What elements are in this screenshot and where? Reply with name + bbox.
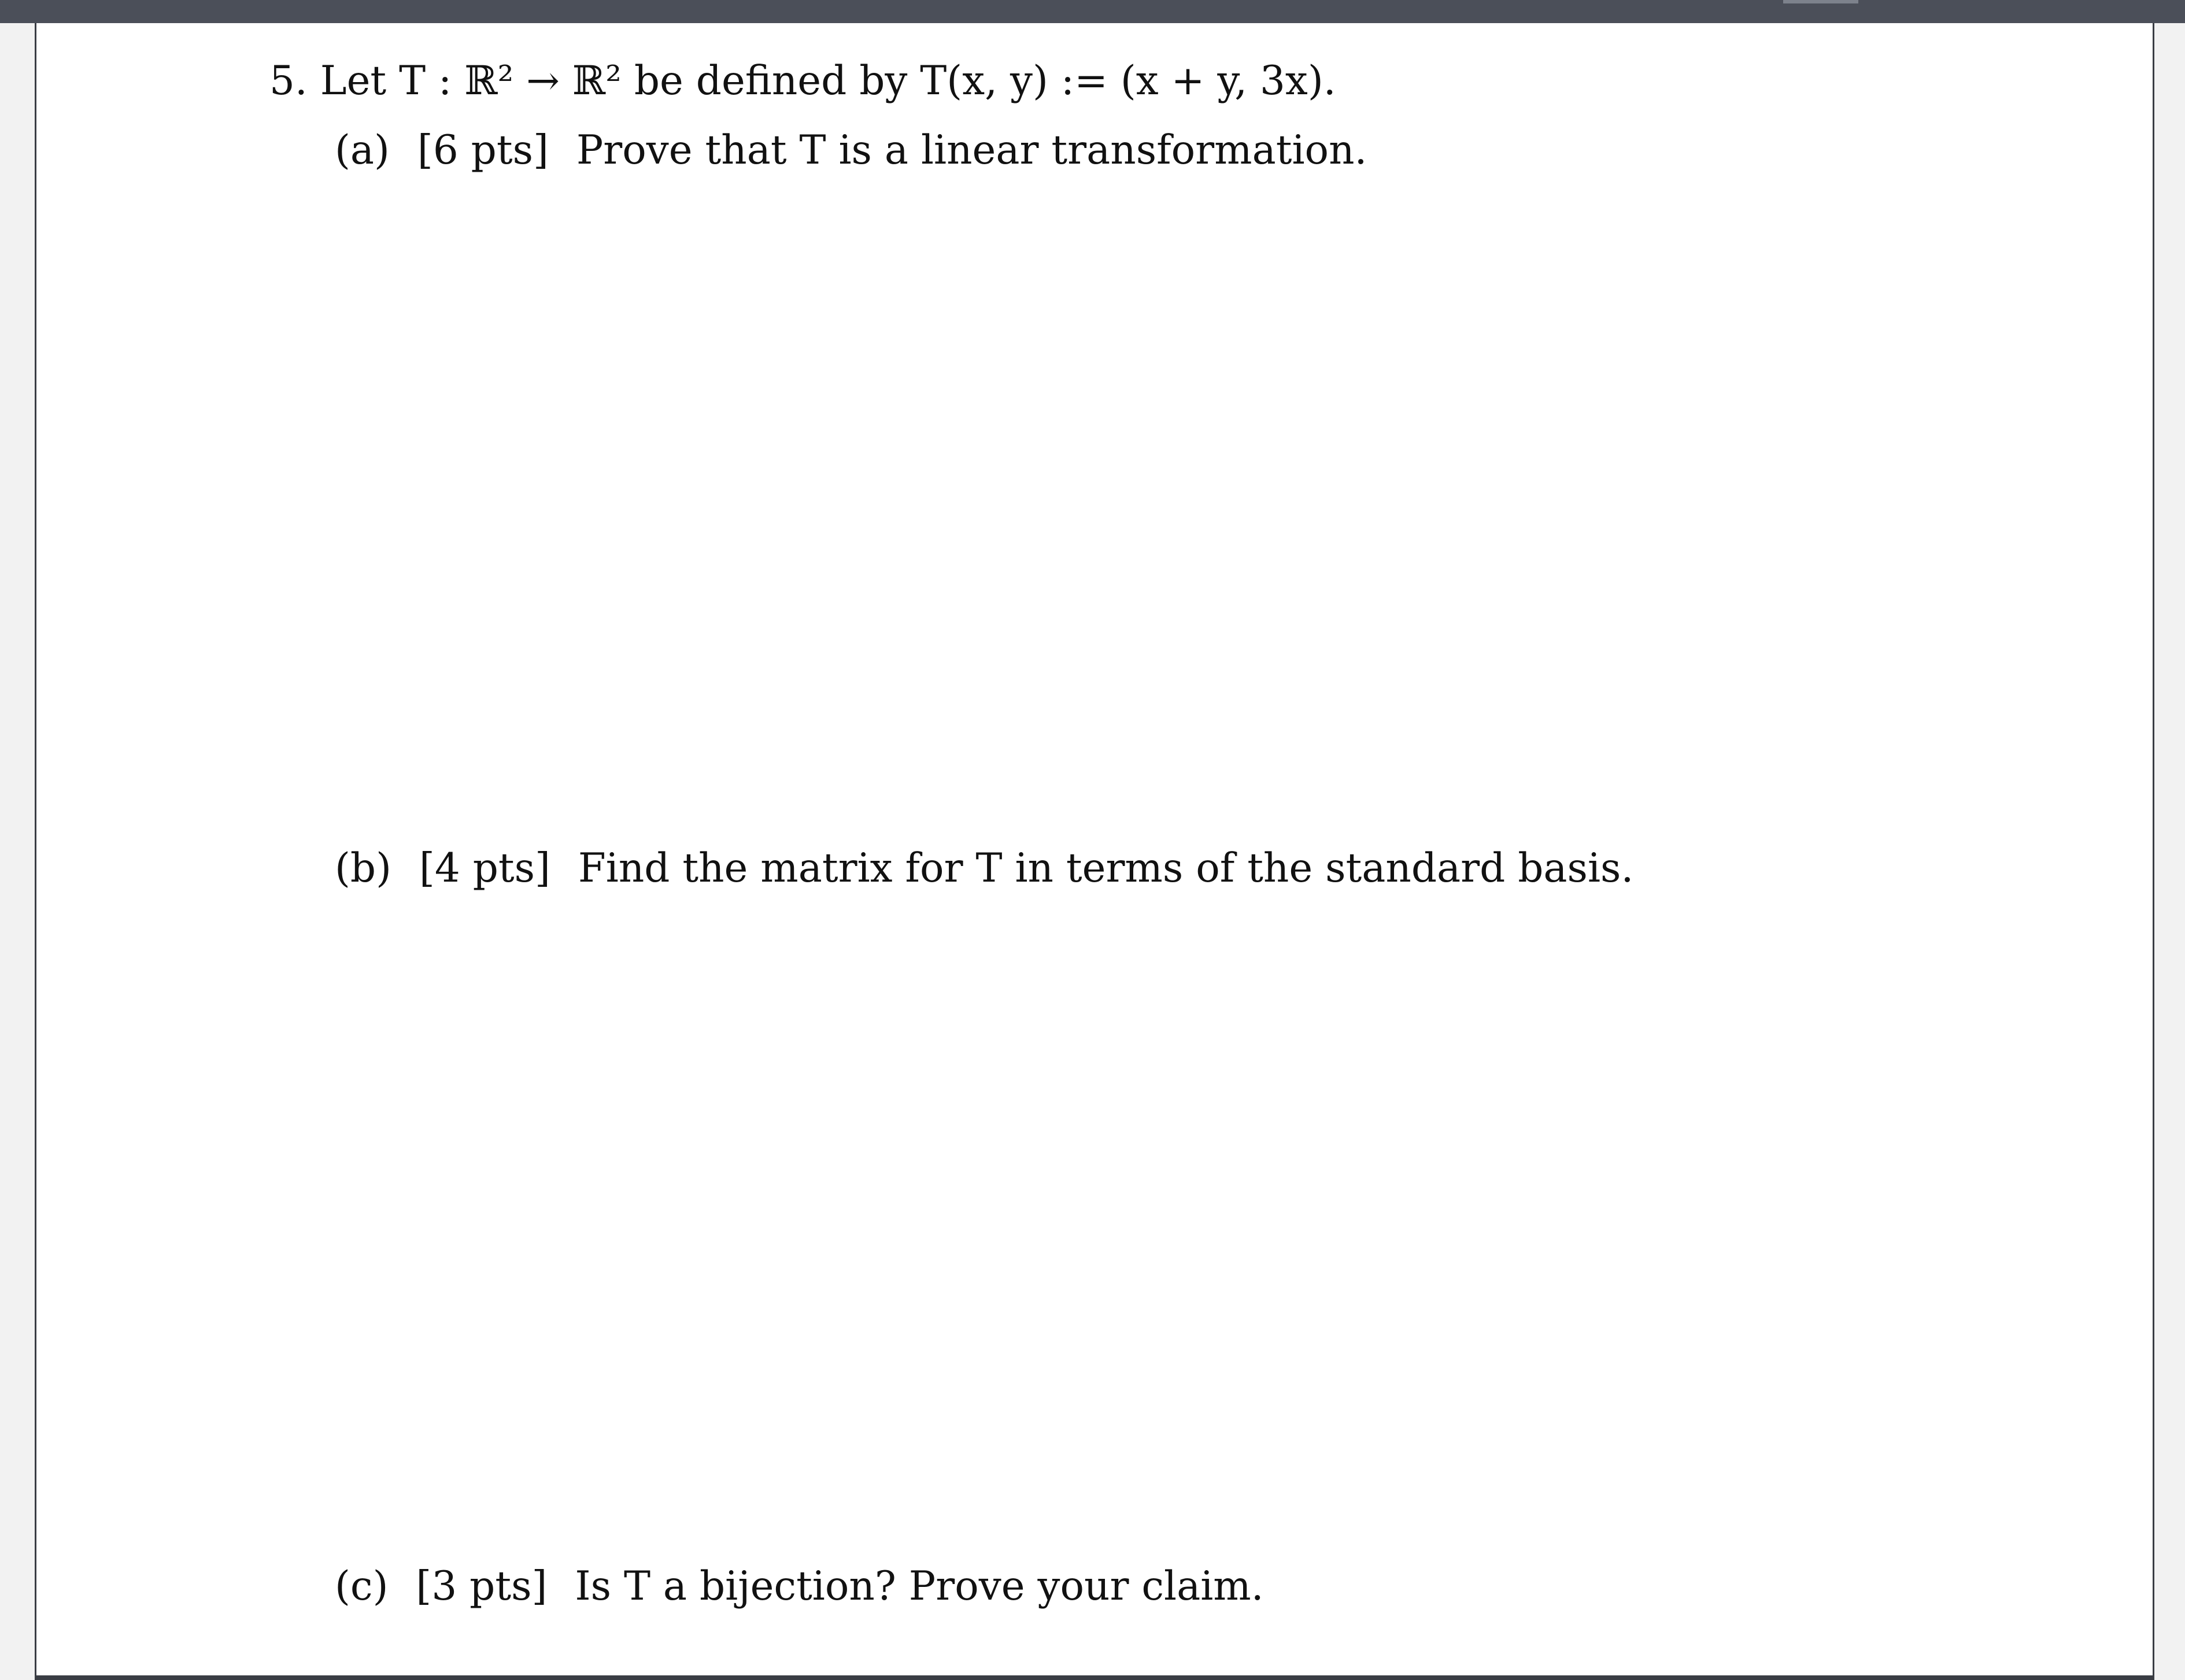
page-bottom-edge bbox=[35, 1675, 2154, 1680]
problem-statement-text: Let T : ℝ² → ℝ² be defined by T(x, y) := (x + y, 3x). bbox=[320, 58, 1336, 104]
part-c bbox=[335, 1563, 1264, 1609]
part-b bbox=[335, 845, 1633, 891]
part-a-text: Prove that T is a linear transformation. bbox=[576, 127, 1367, 173]
part-b-text: Find the matrix for T in terms of the standard basis. bbox=[578, 845, 1634, 891]
window-top-bar bbox=[0, 0, 2185, 23]
top-bar-highlight bbox=[1783, 0, 1858, 3]
part-c-label: (c) bbox=[335, 1563, 389, 1609]
problem-number: 5. bbox=[269, 58, 308, 104]
part-b-points: [4 pts] bbox=[419, 845, 550, 891]
part-b-label: (b) bbox=[335, 845, 392, 891]
part-a bbox=[335, 127, 1367, 173]
part-a-label: (a) bbox=[335, 127, 390, 173]
part-a-points: [6 pts] bbox=[417, 127, 549, 173]
part-c-points: [3 pts] bbox=[416, 1563, 548, 1609]
part-c-text: Is T a bijection? Prove your claim. bbox=[575, 1563, 1264, 1609]
problem-statement bbox=[269, 58, 1336, 104]
